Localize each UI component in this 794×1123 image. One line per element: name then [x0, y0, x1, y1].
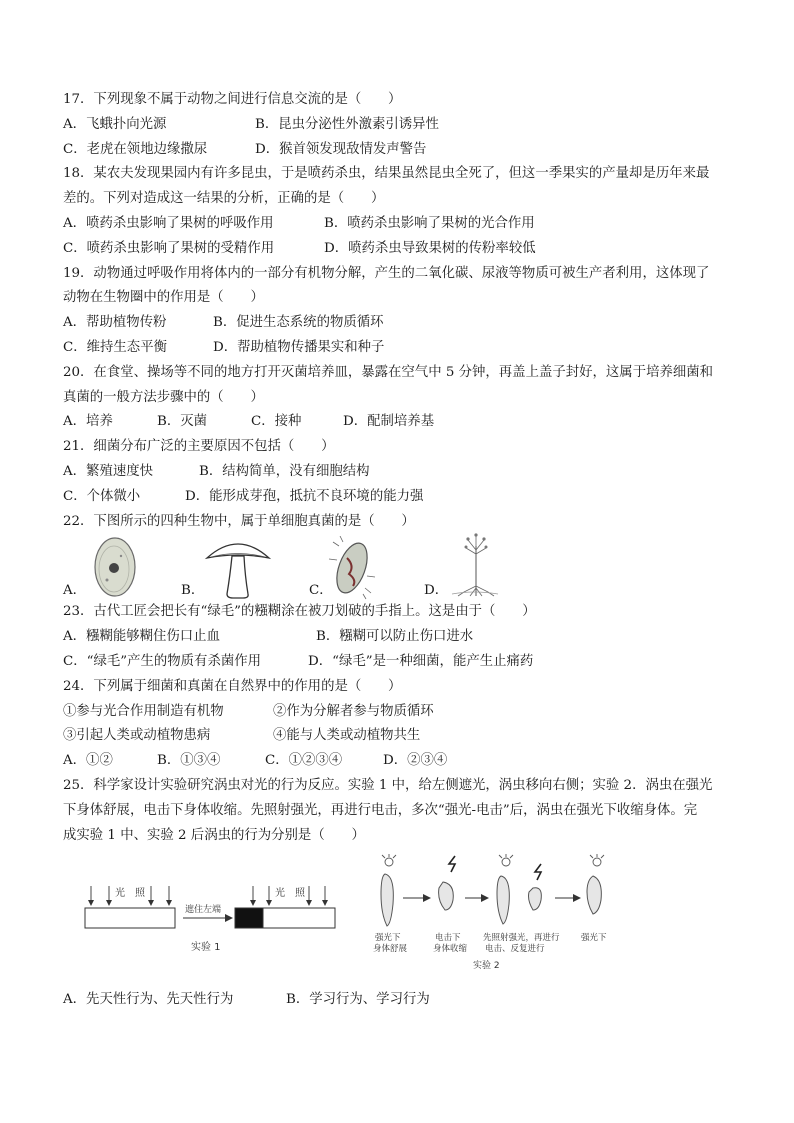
question-stem: 下身体舒展，电击下身体收缩。先照射强光，再进行电击，多次“强光-电击”后，涡虫在强光下收缩身体。完 [63, 802, 698, 818]
question-stem: 20．在食堂、操场等不同的地方打开灭菌培养皿，暴露在空气中 5 分钟，再盖上盖子封好，这属于培养细菌和 [63, 364, 714, 380]
statement-1: ①参与光合作用制造有机物 [63, 703, 224, 719]
caption-strong-light-final: 强光下 [581, 933, 607, 944]
figure-a: A． [63, 536, 173, 600]
exam-page [63, 88, 743, 1013]
option-b: B．糨糊可以防止伤口进水 [316, 629, 474, 645]
option-c: C．老虎在领地边缘撒尿 [63, 141, 208, 157]
option-a: A．飞蛾扑向光源 [63, 116, 167, 132]
mushroom-image [203, 536, 273, 600]
question-stem: 成实验 1 中、实验 2 后涡虫的行为分别是（ ） [63, 827, 365, 843]
option-a: A．①② [63, 753, 113, 769]
option-d: D．能形成芽孢，抵抗不良环境的能力强 [185, 488, 424, 504]
figure-b: B． [181, 536, 311, 600]
caption-electric-shock: 电击下 [435, 933, 461, 944]
question-stem: 22．下图所示的四种生物中，属于单细胞真菌的是（ ） [63, 513, 415, 529]
question-22 [63, 510, 743, 601]
option-d: D．配制培养基 [343, 414, 435, 430]
experiment-2-caption: 实验 2 [473, 961, 500, 972]
option-c: C．接种 [251, 414, 302, 430]
mold-image [444, 532, 504, 600]
question-stem: 24．下列属于细菌和真菌在自然界中的作用的是（ ） [63, 678, 402, 694]
caption-light-then-shock: 先照射强光，再进行 [483, 933, 560, 944]
option-c: C．维持生态平衡 [63, 339, 167, 355]
caption-body-contracted: 身体收缩 [433, 944, 468, 955]
option-d: D．猴首领发现敌情发声警告 [255, 141, 427, 157]
question-stem: 19．动物通过呼吸作用将体内的一部分有机物分解，产生的二氧化碳、尿液等物质可被生产者利用，这体现了 [63, 265, 710, 281]
option-d: D．②③④ [383, 753, 448, 769]
option-a: A．帮助植物传粉 [63, 315, 167, 331]
question-stem: 23．古代工匠会把长有“绿毛”的糨糊涂在被刀划破的手指上。这是由于（ ） [63, 604, 536, 620]
question-19 [63, 262, 743, 361]
option-b: B．学习行为、学习行为 [286, 992, 430, 1008]
option-b: B．①③④ [157, 753, 221, 769]
option-a: A．培养 [63, 414, 113, 430]
option-b: B．结构简单，没有细胞结构 [199, 463, 370, 479]
organism-figures [63, 536, 743, 600]
question-stem: 动物在生物圈中的作用是（ ） [63, 290, 264, 306]
option-a: A．喷药杀虫影响了果树的呼吸作用 [63, 215, 274, 231]
option-d: D．帮助植物传播果实和种子 [213, 339, 385, 355]
question-17 [63, 88, 743, 162]
question-stem: 差的。下列对造成这一结果的分析，正确的是（ ） [63, 191, 385, 207]
option-d: D．喷药杀虫导致果树的传粉率较低 [324, 240, 536, 256]
experiment-figures [63, 854, 743, 982]
experiment-1-caption: 实验 1 [191, 942, 221, 954]
option-a: A．糨糊能够糊住伤口止血 [63, 629, 220, 645]
question-stem: 18．某农夫发现果园内有许多昆虫，于是喷药杀虫，结果虽然昆虫全死了，但这一季果实的产量却是历年来最 [63, 166, 710, 182]
statement-2: ②作为分解者参与物质循环 [273, 703, 434, 719]
caption-strong-light: 强光下 [375, 933, 401, 944]
statement-3: ③引起人类或动植物患病 [63, 728, 211, 744]
option-c: C．“绿毛”产生的物质有杀菌作用 [63, 653, 262, 669]
light-label-2: 光 照 [275, 888, 305, 900]
option-d: D．“绿毛”是一种细菌，能产生止痛药 [308, 653, 534, 669]
experiment-1-diagram [79, 884, 359, 980]
option-b: B．喷药杀虫影响了果树的光合作用 [324, 215, 535, 231]
bacterium-image [327, 536, 377, 600]
statement-4: ④能与人类或动植物共生 [273, 728, 421, 744]
option-b: B．灭菌 [157, 414, 208, 430]
question-24 [63, 675, 743, 774]
question-stem: 17．下列现象不属于动物之间进行信息交流的是（ ） [63, 92, 402, 107]
caption-body-extended: 身体舒展 [373, 944, 408, 955]
question-21 [63, 435, 743, 509]
option-b: B．昆虫分泌性外激素引诱异性 [255, 116, 439, 132]
question-25 [63, 774, 743, 1013]
arrow-text: 遮住左端 [185, 905, 222, 916]
option-a: A．繁殖速度快 [63, 463, 154, 479]
question-stem: 真菌的一般方法步骤中的（ ） [63, 389, 264, 405]
question-23 [63, 600, 743, 674]
yeast-cell-image [87, 536, 147, 600]
question-stem: 21．细菌分布广泛的主要原因不包括（ ） [63, 439, 335, 455]
caption-repeat: 电击、反复进行 [485, 944, 545, 955]
option-c: C．喷药杀虫影响了果树的受精作用 [63, 240, 275, 256]
question-stem: 25．科学家设计实验研究涡虫对光的行为反应。实验 1 中，给左侧遮光，涡虫移向右侧；实验 2．涡虫在强光 [63, 777, 713, 793]
option-c: C．①②③④ [265, 753, 343, 769]
option-a: A．先天性行为、先天性行为 [63, 992, 234, 1008]
option-c: C．个体微小 [63, 488, 141, 504]
option-b: B．促进生态系统的物质循环 [213, 315, 384, 331]
light-label-1: 光 照 [115, 888, 145, 900]
question-20 [63, 361, 743, 435]
question-18 [63, 162, 743, 261]
figure-d: D． [424, 536, 534, 600]
experiment-2-diagram [371, 854, 641, 978]
figure-c: C． [309, 536, 421, 600]
